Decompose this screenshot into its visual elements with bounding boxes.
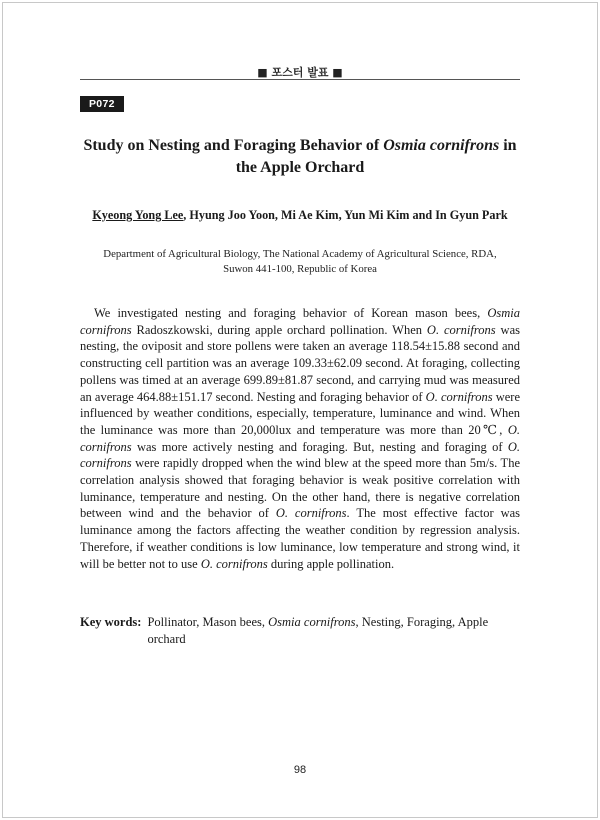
paper-title [80, 135, 520, 179]
affiliation-line: Department of Agricultural Biology, The National Academy of Agricultural Science, RDA, [103, 248, 497, 260]
co-authors: , Hyung Joo Yoon, Mi Ae Kim, Yun Mi Kim and In Gyun Park [183, 208, 508, 222]
keywords-label: Key words: [80, 615, 142, 629]
section-header: ■ 포스터 발표 ■ [257, 66, 343, 79]
page-number: 98 [293, 764, 307, 776]
abstract-text: were influenced by weather conditions, especially, temperature, luminance and wind. When the luminance was more than 20,000lux and temperature was more than 20℃, [80, 389, 520, 437]
species-name: Osmia cornifrons [80, 306, 520, 337]
species-name: O. cornifrons [426, 322, 496, 337]
abstract-text: We investigated nesting and foraging behavior of Korean mason bees, [94, 306, 488, 320]
keywords-list [147, 614, 520, 647]
species-name: O. cornifrons [80, 422, 520, 454]
abstract-text: were rapidly dropped when the wind blew at the speed more than 5m/s. The correlation analysis showed that foraging behavior is weak positive correlation with luminance, temperature and nesting. On the other hand, there is negative correlation between wind and the behavior of [80, 456, 520, 521]
abstract-body [80, 305, 520, 572]
species-name: O. cornifrons [275, 506, 347, 521]
abstract-text: was more actively nesting and foraging. But, nesting and foraging of [131, 439, 508, 454]
affiliation [80, 247, 520, 277]
keywords-text: Pollinator, Mason bees, [147, 615, 269, 629]
abstract-text: during apple pollination. [267, 556, 395, 571]
keywords-species: Osmia cornifrons [268, 615, 356, 629]
title-part: in the Apple Orchard [235, 137, 517, 176]
species-name: O. cornifrons [80, 439, 520, 471]
poster-code-badge: P072 [80, 96, 124, 112]
abstract-text: was nesting, the oviposit and store pollens were taken an average 118.54±15.88 second and constructing cell partition was an average 109.33±62.09 second. At foraging, collecting pollens was timed at an average 699.89±81.87 second, and carrying mud was measured an average 464.88±151.17 second. Nesting and foraging behavior of [80, 322, 520, 404]
author-list [80, 207, 520, 224]
title-species: Osmia cornifrons [383, 137, 500, 154]
species-name: O. cornifrons [200, 556, 268, 571]
presenting-author: Kyeong Yong Lee [92, 208, 184, 222]
title-part: Study on Nesting and Foraging Behavior of [83, 137, 384, 154]
affiliation-line: Suwon 441-100, Republic of Korea [223, 263, 377, 275]
keywords [80, 614, 520, 647]
keywords-text: , Nesting, Foraging, Apple orchard [147, 615, 489, 646]
header-rule [80, 79, 520, 80]
abstract-text: Radoszkowski, during apple orchard pollination. When [131, 322, 427, 337]
abstract-text: . The most effective factor was luminance among the factors affecting the weather condition by regression analysis. Therefore, if weather conditions is low luminance, low temperature and strong wind, it will be better not to use [80, 506, 521, 571]
species-name: O. cornifrons [425, 389, 493, 404]
